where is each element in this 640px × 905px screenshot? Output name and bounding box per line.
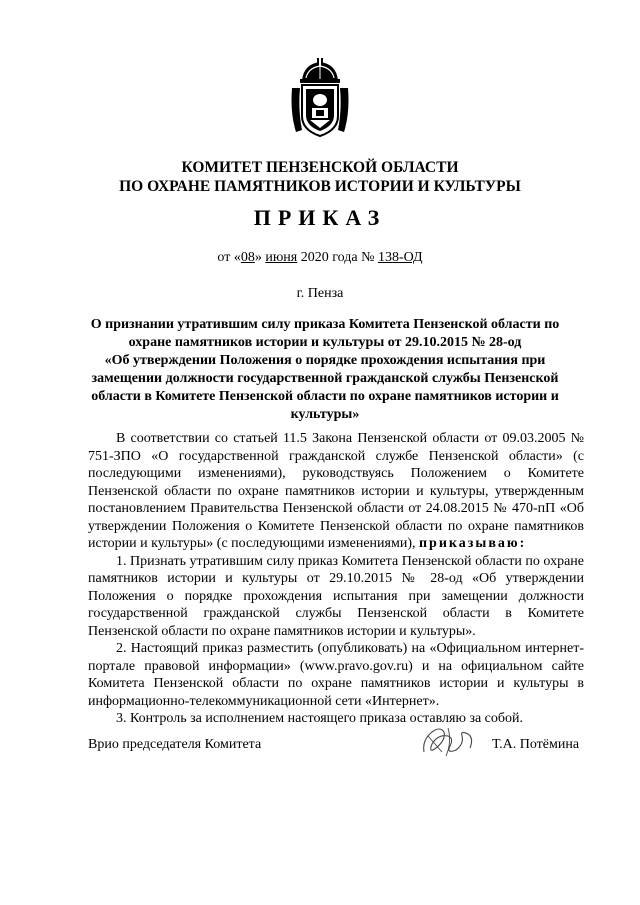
preamble-text: В соответствии со статьей 11.5 Закона Пензенской области от 09.03.2005 № 751-ЗПО «О государственной гражданской службе Пензенской области» (с последующими изменениями), руководствуясь Положением о Комитете Пензенской области по охране памятников истории и культуры, утвержденным постановлением Правительства Пензенской области от 24.08.2015 № 470-пП «Об утверждении Положения о Комитете Пензенской области по охране памятников истории и культуры» (с последующими изменениями), bbox=[88, 431, 584, 551]
document-type: ПРИКАЗ bbox=[253, 205, 387, 230]
city: г. Пенза bbox=[296, 286, 344, 301]
order-body bbox=[88, 430, 584, 728]
order-item-2: 2. Настоящий приказ разместить (опубликовать) на «Официальном интернет-портале правовой информации» (www.pravo.gov.ru) и на официальном сайте Комитета Пензенской области по охране памятников истории и культуры в информационно-телекоммуникационной сети «Интернет». bbox=[88, 641, 584, 709]
order-number: 138-ОД bbox=[377, 250, 423, 265]
org-line-1: КОМИТЕТ ПЕНЗЕНСКОЙ ОБЛАСТИ bbox=[181, 159, 459, 176]
subject-line: области в Комитете Пензенской области по охране памятников истории и bbox=[91, 389, 559, 404]
signatory-name: Т.А. Потёмина bbox=[492, 737, 580, 752]
subject-line: О признании утратившим силу приказа Комитета Пензенской области по bbox=[90, 317, 560, 332]
subject-line: замещении должности государственной гражданской службы Пензенской bbox=[91, 371, 559, 386]
order-item-1: 1. Признать утратившим силу приказ Комитета Пензенской области по охране памятников истории и культуры от 29.10.2015 № 28-од «Об утверждении Положения о порядке прохождения испытания при замещении должности государственной гражданской службы Пензенской области в Комитете Пензенской области по охране памятников истории и культуры». bbox=[88, 553, 584, 639]
org-line-2: ПО ОХРАНЕ ПАМЯТНИКОВ ИСТОРИИ И КУЛЬТУРЫ bbox=[119, 178, 521, 195]
date-prefix: от « bbox=[217, 250, 241, 265]
date-day: 08 bbox=[240, 250, 255, 265]
date-mid: » bbox=[254, 250, 266, 265]
signatory-title: Врио председателя Комитета bbox=[88, 737, 262, 752]
order-item-3: 3. Контроль за исполнением настоящего приказа оставляю за собой. bbox=[116, 711, 524, 726]
date-line bbox=[0, 250, 640, 266]
date-month: июня bbox=[265, 250, 298, 265]
order-subject bbox=[88, 316, 562, 424]
subject-line: культуры» bbox=[290, 407, 360, 422]
subject-line: охране памятников истории и культуры от 29.10.2015 № 28-од bbox=[128, 335, 522, 350]
subject-line: «Об утверждении Положения о порядке прохождения испытания при bbox=[104, 353, 546, 368]
date-year: 2020 года № bbox=[297, 250, 378, 265]
organization-name bbox=[0, 158, 640, 196]
handwritten-signature bbox=[418, 722, 480, 758]
order-word: приказываю: bbox=[418, 536, 527, 551]
coat-of-arms-icon bbox=[288, 58, 352, 138]
preamble-paragraph bbox=[88, 430, 584, 553]
